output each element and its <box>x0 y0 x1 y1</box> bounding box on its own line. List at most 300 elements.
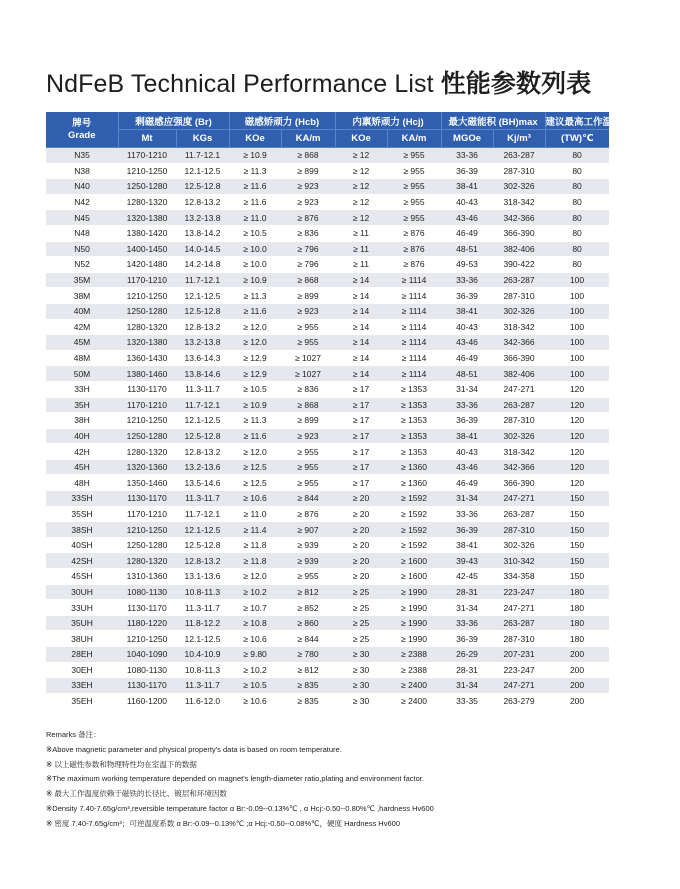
table-cell: ≥ 907 <box>281 522 335 538</box>
table-cell: ≥ 1592 <box>387 537 441 553</box>
table-row <box>46 381 609 397</box>
table-cell: 12.1-12.5 <box>176 163 229 179</box>
table-row <box>46 444 609 460</box>
table-cell: 11.7-12.1 <box>176 148 229 164</box>
table-cell: ≥ 899 <box>281 413 335 429</box>
table-cell: 80 <box>545 241 609 257</box>
table-cell: 12.5-12.8 <box>176 428 229 444</box>
table-cell: 366-390 <box>493 225 545 241</box>
table-cell: ≥ 17 <box>335 413 387 429</box>
table-cell: ≥ 939 <box>281 537 335 553</box>
table-cell: 263-287 <box>493 397 545 413</box>
table-cell: ≥ 1027 <box>281 366 335 382</box>
table-cell: ≥ 11.3 <box>229 163 281 179</box>
table-cell: ≥ 12.0 <box>229 569 281 585</box>
table-cell: ≥ 14 <box>335 319 387 335</box>
title-en: NdFeB Technical Performance List <box>46 70 434 98</box>
table-cell: ≥ 12 <box>335 163 387 179</box>
table-cell: 12.1-12.5 <box>176 288 229 304</box>
unit-temp: (TW)℃ <box>545 130 609 148</box>
table-row <box>46 491 609 507</box>
table-cell: 13.2-13.6 <box>176 459 229 475</box>
grade-cell: 45H <box>46 459 118 475</box>
grade-cell: 35M <box>46 272 118 288</box>
table-row <box>46 631 609 647</box>
table-cell: ≥ 12.9 <box>229 350 281 366</box>
table-cell: ≥ 10.0 <box>229 241 281 257</box>
remarks-section <box>46 728 646 832</box>
table-cell: ≥ 812 <box>281 584 335 600</box>
table-cell: 342-366 <box>493 459 545 475</box>
remarks-heading: Remarks 备注： <box>46 730 101 739</box>
table-cell: ≥ 1114 <box>387 272 441 288</box>
table-cell: ≥ 12.0 <box>229 335 281 351</box>
table-cell: 13.2-13.8 <box>176 210 229 226</box>
table-cell: 1170-1210 <box>118 272 176 288</box>
table-cell: 11.7-12.1 <box>176 272 229 288</box>
table-cell: ≥ 10.5 <box>229 678 281 694</box>
table-cell: ≥ 30 <box>335 678 387 694</box>
table-cell: ≥ 1353 <box>387 413 441 429</box>
table-cell: ≥ 955 <box>281 459 335 475</box>
table-cell: 120 <box>545 444 609 460</box>
table-cell: 1210-1250 <box>118 163 176 179</box>
table-cell: 1040-1090 <box>118 647 176 663</box>
page-title <box>46 64 591 100</box>
table-row <box>46 241 609 257</box>
table-row <box>46 288 609 304</box>
table-cell: 302-326 <box>493 428 545 444</box>
table-cell: 180 <box>545 631 609 647</box>
table-cell: 43-46 <box>441 210 493 226</box>
table-cell: 1130-1170 <box>118 678 176 694</box>
grade-cell: N45 <box>46 210 118 226</box>
grade-cell: N35 <box>46 148 118 164</box>
grade-cell: 33EH <box>46 678 118 694</box>
table-cell: ≥ 876 <box>387 225 441 241</box>
remark-line: ※Above magnetic parameter and physical property's data is based on room temperature. <box>46 744 342 754</box>
table-cell: 100 <box>545 272 609 288</box>
table-cell: 100 <box>545 350 609 366</box>
table-cell: ≥ 12 <box>335 210 387 226</box>
table-cell: ≥ 25 <box>335 600 387 616</box>
table-cell: 1210-1250 <box>118 288 176 304</box>
table-cell: 150 <box>545 522 609 538</box>
header-hcj: 内禀矫顽力 (Hcj) <box>335 112 441 130</box>
grade-cell: 48H <box>46 475 118 491</box>
table-cell: ≥ 955 <box>387 148 441 164</box>
table-cell: 31-34 <box>441 678 493 694</box>
table-cell: ≥ 11.6 <box>229 303 281 319</box>
table-row <box>46 303 609 319</box>
performance-table <box>46 112 622 709</box>
table-cell: ≥ 1114 <box>387 303 441 319</box>
table-cell: 13.8-14.2 <box>176 225 229 241</box>
table-cell: ≥ 1114 <box>387 335 441 351</box>
table-cell: 1380-1420 <box>118 225 176 241</box>
table-cell: 43-46 <box>441 335 493 351</box>
table-cell: ≥ 923 <box>281 303 335 319</box>
table-cell: 247-271 <box>493 491 545 507</box>
table-cell: ≥ 1353 <box>387 428 441 444</box>
table-cell: ≥ 868 <box>281 272 335 288</box>
table-cell: ≥ 25 <box>335 615 387 631</box>
table-row <box>46 148 609 164</box>
table-cell: ≥ 10.6 <box>229 631 281 647</box>
table-cell: 247-271 <box>493 600 545 616</box>
table-cell: 49-53 <box>441 257 493 273</box>
table-cell: 223-247 <box>493 662 545 678</box>
table-cell: ≥ 10.5 <box>229 225 281 241</box>
table-cell: ≥ 1360 <box>387 459 441 475</box>
table-cell: 1170-1210 <box>118 397 176 413</box>
grade-cell: N40 <box>46 179 118 195</box>
table-cell: 80 <box>545 148 609 164</box>
table-cell: ≥ 20 <box>335 491 387 507</box>
table-cell: 10.4-10.9 <box>176 647 229 663</box>
table-cell: 334-358 <box>493 569 545 585</box>
table-cell: 12.1-12.5 <box>176 631 229 647</box>
table-cell: 1130-1170 <box>118 491 176 507</box>
table-cell: 263-287 <box>493 506 545 522</box>
table-row <box>46 522 609 538</box>
table-cell: ≥ 835 <box>281 678 335 694</box>
table-cell: 263-287 <box>493 272 545 288</box>
table-row <box>46 428 609 444</box>
table-cell: ≥ 955 <box>387 163 441 179</box>
table-cell: 13.1-13.6 <box>176 569 229 585</box>
grade-cell: 33H <box>46 381 118 397</box>
table-cell: 1160-1200 <box>118 693 176 709</box>
table-cell: 1380-1460 <box>118 366 176 382</box>
table-cell: ≥ 11.3 <box>229 413 281 429</box>
table-row <box>46 569 609 585</box>
table-cell: 247-271 <box>493 381 545 397</box>
table-row <box>46 335 609 351</box>
table-cell: ≥ 1114 <box>387 319 441 335</box>
table-cell: ≥ 876 <box>387 241 441 257</box>
remark-line: ※Density 7.40-7.65g/cm³,reversible temperature factor α Br:-0.09--0.13%℃ , α Hcj:-0.50--0.80%℃ ,hardness Hv600 <box>46 803 434 813</box>
table-row <box>46 163 609 179</box>
header-row-top <box>46 112 609 130</box>
table-cell: 120 <box>545 381 609 397</box>
table-cell: ≥ 1592 <box>387 491 441 507</box>
grade-cell: 35EH <box>46 693 118 709</box>
table-cell: ≥ 1600 <box>387 553 441 569</box>
table-cell: 318-342 <box>493 444 545 460</box>
table-cell: 1350-1460 <box>118 475 176 491</box>
table-cell: 40-43 <box>441 194 493 210</box>
table-cell: 31-34 <box>441 491 493 507</box>
table-cell: 120 <box>545 413 609 429</box>
table-cell: ≥ 1360 <box>387 475 441 491</box>
header-bhmax: 最大磁能积 (BH)max <box>441 112 545 130</box>
table-cell: 100 <box>545 366 609 382</box>
table-cell: 36-39 <box>441 522 493 538</box>
table-cell: 48-51 <box>441 241 493 257</box>
table-cell: 1420-1480 <box>118 257 176 273</box>
table-cell: 120 <box>545 459 609 475</box>
table-row <box>46 693 609 709</box>
table-cell: 11.3-11.7 <box>176 381 229 397</box>
table-cell: ≥ 955 <box>281 319 335 335</box>
table-cell: 287-310 <box>493 288 545 304</box>
table-cell: ≥ 11 <box>335 257 387 273</box>
table-cell: 223-247 <box>493 584 545 600</box>
table-cell: 40-43 <box>441 319 493 335</box>
table-cell: 390-422 <box>493 257 545 273</box>
table-cell: ≥ 12 <box>335 148 387 164</box>
table-cell: 207-231 <box>493 647 545 663</box>
table-cell: 120 <box>545 397 609 413</box>
table-cell: ≥ 1990 <box>387 584 441 600</box>
table-row <box>46 459 609 475</box>
grade-cell: 42M <box>46 319 118 335</box>
table-cell: ≥ 1027 <box>281 350 335 366</box>
table-cell: 287-310 <box>493 163 545 179</box>
table-cell: 100 <box>545 335 609 351</box>
table-cell: 366-390 <box>493 475 545 491</box>
table-cell: ≥ 1990 <box>387 600 441 616</box>
table-cell: 48-51 <box>441 366 493 382</box>
table-cell: ≥ 12.5 <box>229 459 281 475</box>
table-cell: ≥ 9.80 <box>229 647 281 663</box>
table-cell: ≥ 836 <box>281 225 335 241</box>
table-cell: ≥ 899 <box>281 288 335 304</box>
table-cell: ≥ 11.4 <box>229 522 281 538</box>
table-cell: ≥ 955 <box>387 194 441 210</box>
table-cell: 318-342 <box>493 194 545 210</box>
table-cell: 26-29 <box>441 647 493 663</box>
table-row <box>46 506 609 522</box>
table-row <box>46 662 609 678</box>
table-cell: ≥ 10.6 <box>229 491 281 507</box>
table-cell: ≥ 1990 <box>387 615 441 631</box>
table-cell: 1280-1320 <box>118 444 176 460</box>
table-cell: 263-279 <box>493 693 545 709</box>
table-cell: 263-287 <box>493 615 545 631</box>
table-cell: ≥ 11.0 <box>229 210 281 226</box>
table-cell: ≥ 1600 <box>387 569 441 585</box>
table-cell: 1320-1380 <box>118 335 176 351</box>
table-cell: ≥ 10.9 <box>229 397 281 413</box>
table-cell: ≥ 12.5 <box>229 475 281 491</box>
table-cell: 33-36 <box>441 397 493 413</box>
table-cell: 1280-1320 <box>118 553 176 569</box>
table-cell: 46-49 <box>441 475 493 491</box>
table-cell: 12.8-13.2 <box>176 194 229 210</box>
table-cell: 12.8-13.2 <box>176 319 229 335</box>
table-cell: ≥ 30 <box>335 662 387 678</box>
grade-cell: N48 <box>46 225 118 241</box>
table-row <box>46 553 609 569</box>
table-cell: 14.0-14.5 <box>176 241 229 257</box>
table-cell: ≥ 11.6 <box>229 428 281 444</box>
table-row <box>46 678 609 694</box>
table-cell: ≥ 12 <box>335 179 387 195</box>
table-cell: 1180-1220 <box>118 615 176 631</box>
table-row <box>46 366 609 382</box>
table-cell: 1250-1280 <box>118 303 176 319</box>
table-cell: 46-49 <box>441 225 493 241</box>
table-cell: 342-366 <box>493 335 545 351</box>
table-cell: ≥ 955 <box>387 179 441 195</box>
table-cell: ≥ 10.2 <box>229 662 281 678</box>
table-cell: 1210-1250 <box>118 522 176 538</box>
table-cell: ≥ 852 <box>281 600 335 616</box>
table-cell: 366-390 <box>493 350 545 366</box>
table-row <box>46 272 609 288</box>
unit-br-mt: Mt <box>118 130 176 148</box>
unit-hcb-kam: KA/m <box>281 130 335 148</box>
table-cell: 36-39 <box>441 163 493 179</box>
table-cell: ≥ 1592 <box>387 522 441 538</box>
table-row <box>46 257 609 273</box>
table-row <box>46 179 609 195</box>
table-cell: ≥ 14 <box>335 288 387 304</box>
table-cell: ≥ 868 <box>281 148 335 164</box>
unit-hcj-kam: KA/m <box>387 130 441 148</box>
title-zh: 性能参数列表 <box>440 70 592 98</box>
table-cell: ≥ 1592 <box>387 506 441 522</box>
table-cell: 1130-1170 <box>118 381 176 397</box>
table-cell: ≥ 923 <box>281 194 335 210</box>
table-cell: 342-366 <box>493 210 545 226</box>
table-cell: 200 <box>545 678 609 694</box>
table-cell: 11.3-11.7 <box>176 600 229 616</box>
table-cell: ≥ 20 <box>335 569 387 585</box>
grade-cell: 35UH <box>46 615 118 631</box>
table-cell: ≥ 955 <box>281 475 335 491</box>
table-cell: ≥ 10.9 <box>229 148 281 164</box>
grade-cell: 50M <box>46 366 118 382</box>
table-cell: 11.8-12.2 <box>176 615 229 631</box>
table-cell: ≥ 14 <box>335 272 387 288</box>
table-cell: 12.5-12.8 <box>176 303 229 319</box>
table-cell: ≥ 812 <box>281 662 335 678</box>
table-cell: ≥ 11 <box>335 225 387 241</box>
table-cell: 1310-1360 <box>118 569 176 585</box>
table-cell: 10.8-11.3 <box>176 584 229 600</box>
table-cell: 180 <box>545 584 609 600</box>
grade-cell: N52 <box>46 257 118 273</box>
remark-line: ※The maximum working temperature depended on magnet's length-diameter ratio,plating and environment factor. <box>46 774 424 784</box>
table-cell: ≥ 11.6 <box>229 194 281 210</box>
table-cell: 310-342 <box>493 553 545 569</box>
table-cell: 263-287 <box>493 148 545 164</box>
table-cell: ≥ 14 <box>335 303 387 319</box>
table-cell: 1080-1130 <box>118 662 176 678</box>
table-cell: 11.6-12.0 <box>176 693 229 709</box>
table-cell: 302-326 <box>493 537 545 553</box>
table-cell: 150 <box>545 506 609 522</box>
table-cell: 1170-1210 <box>118 148 176 164</box>
table-cell: ≥ 11.0 <box>229 506 281 522</box>
table-cell: 247-271 <box>493 678 545 694</box>
table-cell: 12.1-12.5 <box>176 522 229 538</box>
table-cell: ≥ 10.0 <box>229 257 281 273</box>
grade-cell: N38 <box>46 163 118 179</box>
table-cell: 382-406 <box>493 241 545 257</box>
table-row <box>46 225 609 241</box>
table-cell: 80 <box>545 210 609 226</box>
table-cell: ≥ 796 <box>281 257 335 273</box>
table-cell: ≥ 17 <box>335 397 387 413</box>
table-cell: 180 <box>545 600 609 616</box>
table-cell: 36-39 <box>441 413 493 429</box>
table-cell: ≥ 1353 <box>387 444 441 460</box>
table-cell: ≥ 10.7 <box>229 600 281 616</box>
table-cell: 200 <box>545 647 609 663</box>
unit-br-kgs: KGs <box>176 130 229 148</box>
table-cell: 200 <box>545 662 609 678</box>
table-cell: 318-342 <box>493 319 545 335</box>
table-cell: ≥ 796 <box>281 241 335 257</box>
table-cell: 11.3-11.7 <box>176 491 229 507</box>
table-cell: ≥ 1114 <box>387 366 441 382</box>
table-cell: 180 <box>545 615 609 631</box>
table-cell: ≥ 10.5 <box>229 381 281 397</box>
table-cell: 28-31 <box>441 662 493 678</box>
table-cell: 38-41 <box>441 428 493 444</box>
table-cell: 302-326 <box>493 303 545 319</box>
table-cell: 302-326 <box>493 179 545 195</box>
table-cell: 382-406 <box>493 366 545 382</box>
table-cell: 1280-1320 <box>118 319 176 335</box>
table-cell: 14.2-14.8 <box>176 257 229 273</box>
remark-line: ※ 最大工作温度依赖于磁铁的长径比、镀层和环境因数 <box>46 789 227 799</box>
grade-cell: 30EH <box>46 662 118 678</box>
header-max-temp: 建议最高工作温度 <box>545 112 609 130</box>
remark-line: ※ 以上磁性参数和物理特性均在室温下的数据 <box>46 759 197 769</box>
grade-cell: N42 <box>46 194 118 210</box>
table-cell: 1250-1280 <box>118 428 176 444</box>
table-cell: ≥ 860 <box>281 615 335 631</box>
table-cell: 33-35 <box>441 693 493 709</box>
table-cell: ≥ 876 <box>387 257 441 273</box>
table-cell: ≥ 1990 <box>387 631 441 647</box>
unit-bh-kjm3: Kj/m³ <box>493 130 545 148</box>
table-cell: 39-43 <box>441 553 493 569</box>
table-cell: ≥ 11.8 <box>229 553 281 569</box>
table-row <box>46 319 609 335</box>
table-cell: 38-41 <box>441 303 493 319</box>
table-cell: 80 <box>545 257 609 273</box>
table-row <box>46 647 609 663</box>
header-br: 剩磁感应强度 (Br) <box>118 112 229 130</box>
grade-cell: 40H <box>46 428 118 444</box>
table-cell: ≥ 2400 <box>387 693 441 709</box>
table-cell: ≥ 868 <box>281 397 335 413</box>
table-cell: 287-310 <box>493 522 545 538</box>
table-cell: ≥ 923 <box>281 428 335 444</box>
table-cell: ≥ 25 <box>335 631 387 647</box>
table-cell: 10.8-11.3 <box>176 662 229 678</box>
table-row <box>46 413 609 429</box>
table-cell: 100 <box>545 319 609 335</box>
table-cell: 13.6-14.3 <box>176 350 229 366</box>
table-cell: ≥ 12 <box>335 194 387 210</box>
table-cell: ≥ 835 <box>281 693 335 709</box>
table-cell: ≥ 899 <box>281 163 335 179</box>
table-cell: ≥ 20 <box>335 553 387 569</box>
table-cell: 12.5-12.8 <box>176 179 229 195</box>
table-cell: 150 <box>545 553 609 569</box>
table-cell: 1280-1320 <box>118 194 176 210</box>
table-cell: 100 <box>545 303 609 319</box>
table-cell: 46-49 <box>441 350 493 366</box>
table-cell: ≥ 2388 <box>387 662 441 678</box>
